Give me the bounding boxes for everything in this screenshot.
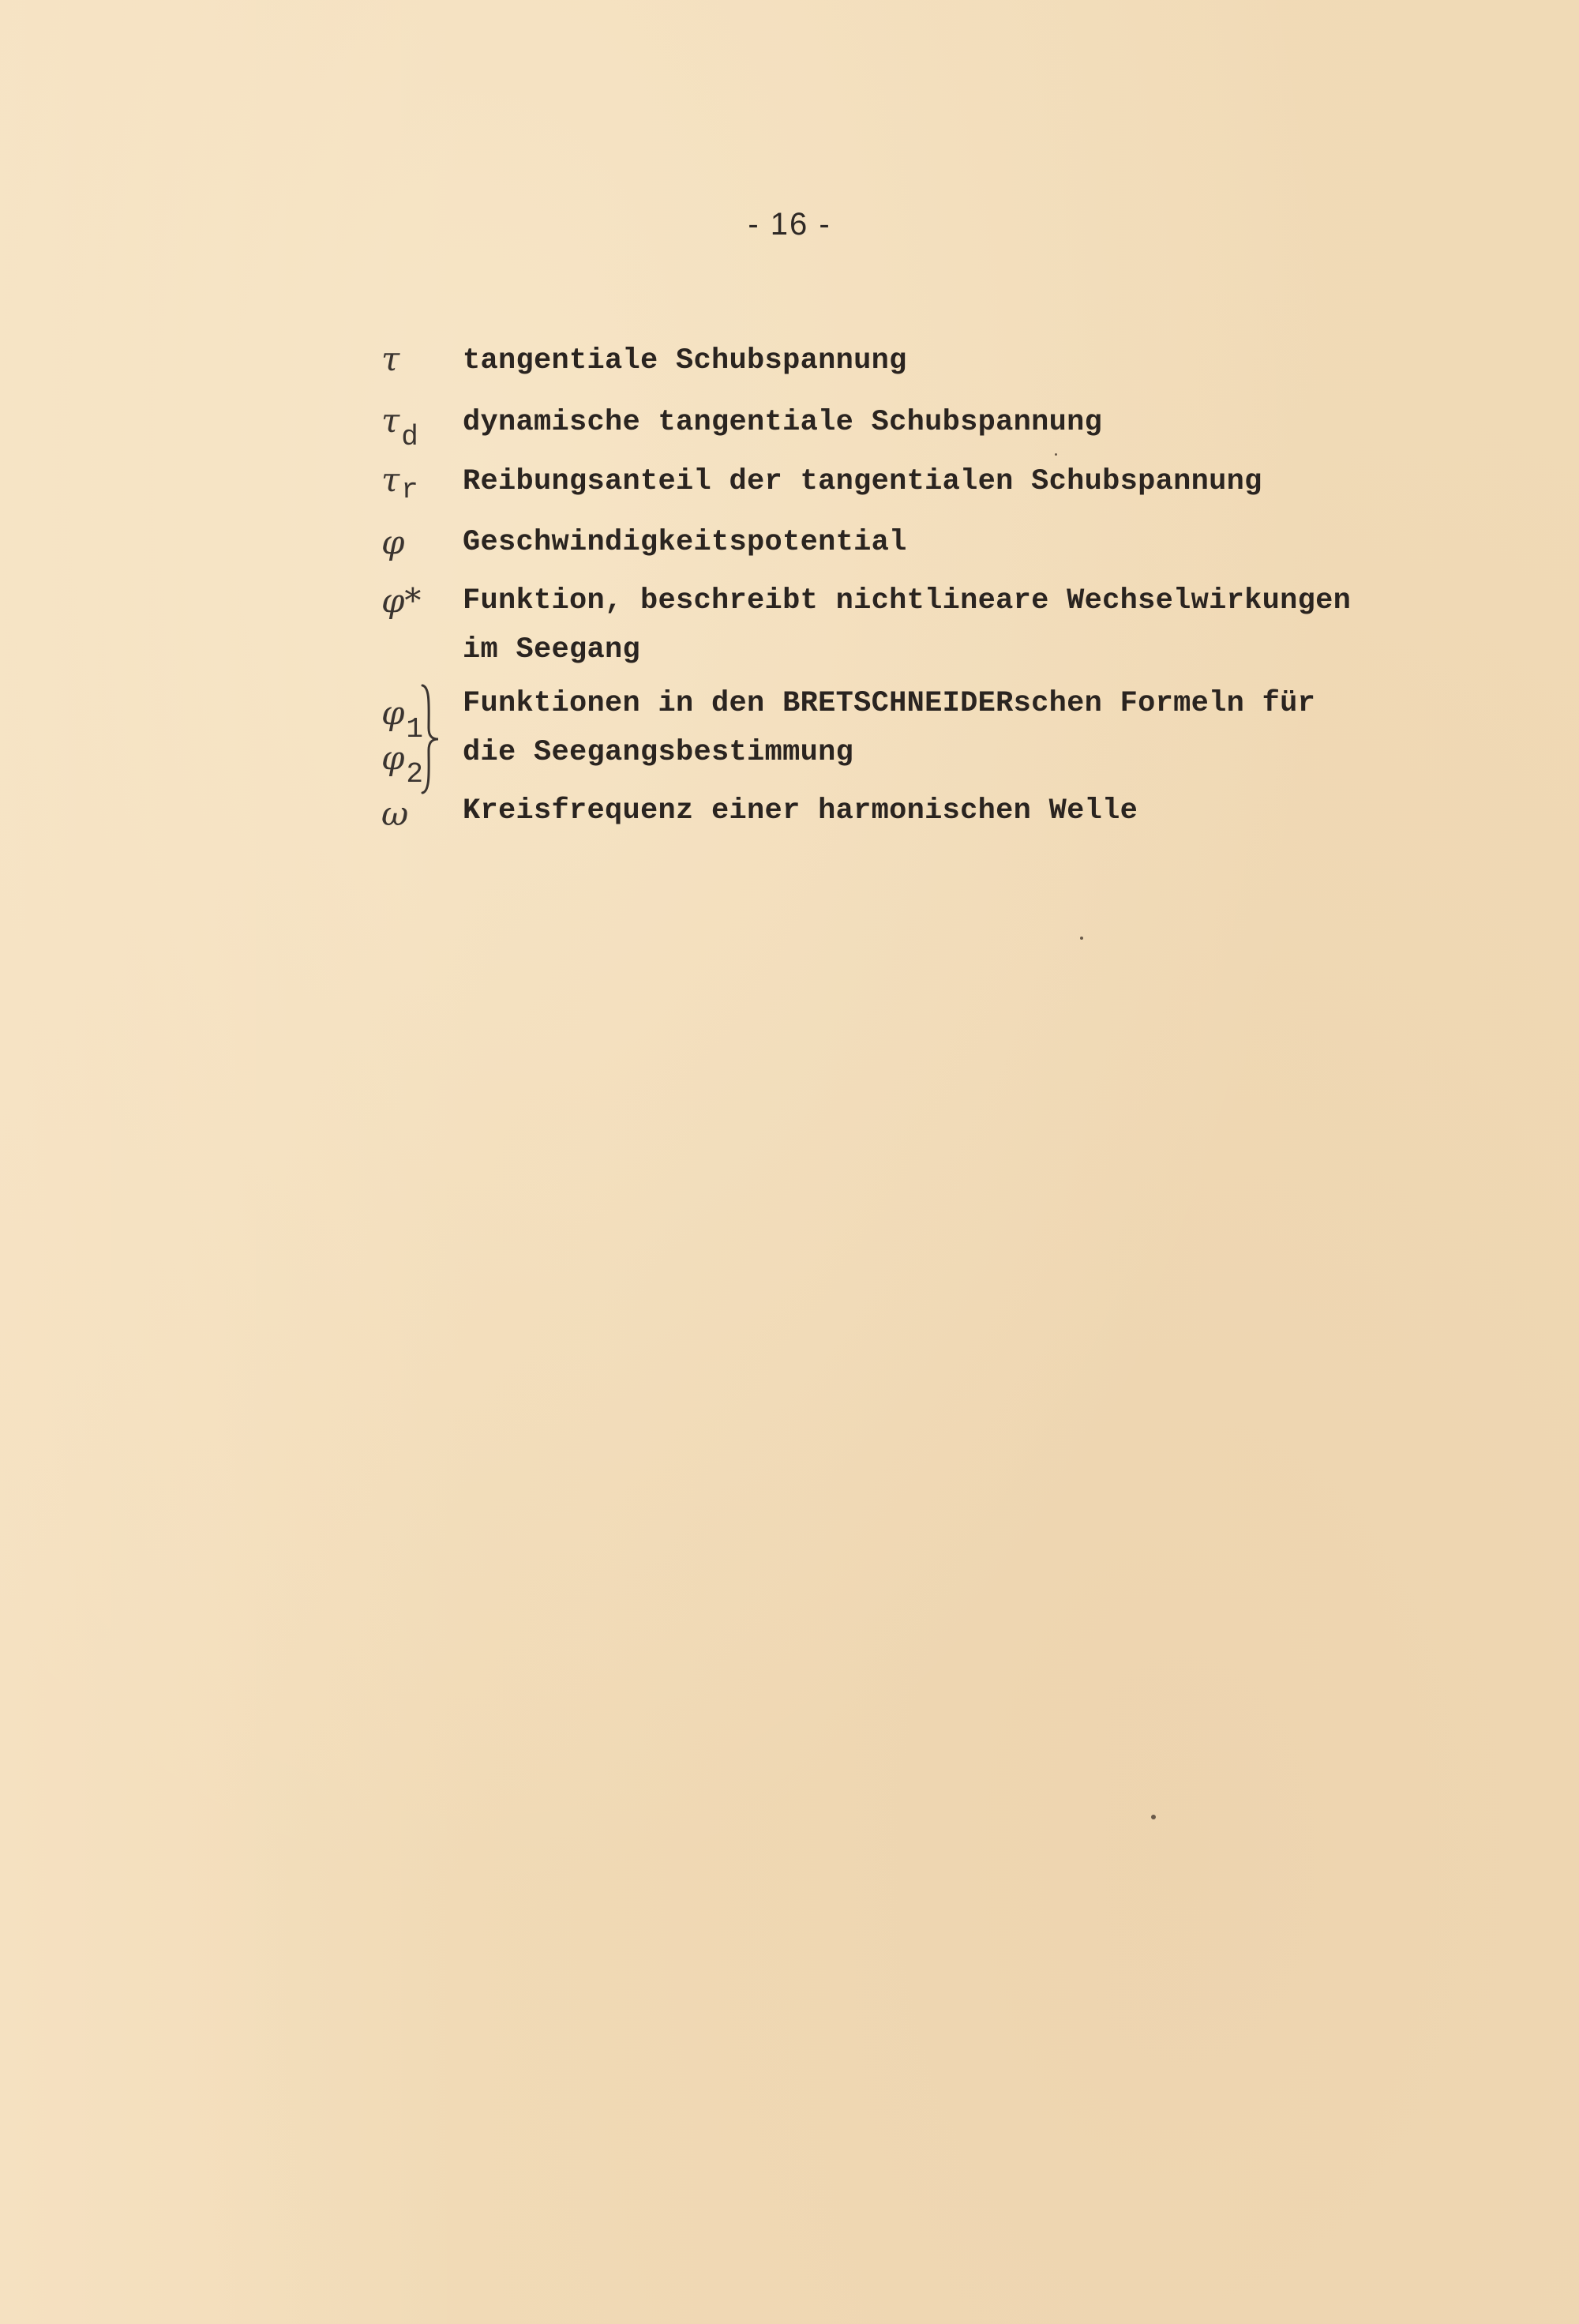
symbol-phi-2: φ2	[381, 738, 424, 790]
description: Funktionen in den BRETSCHNEIDERschen Formeln für	[463, 687, 1316, 720]
brace-icon	[419, 684, 440, 794]
description: dynamische tangentiale Schubspannung	[463, 406, 1103, 439]
paper-speck	[1151, 1815, 1156, 1819]
symbol-tau: τ	[381, 340, 400, 378]
symbol-tau-d: τd	[381, 401, 418, 453]
description: Kreisfrequenz einer harmonischen Welle	[463, 794, 1138, 828]
symbol-tau-r: τr	[381, 460, 418, 506]
paper-speck	[1055, 453, 1057, 456]
symbol-phi: φ	[381, 523, 405, 561]
description: tangentiale Schubspannung	[463, 344, 907, 377]
page-number: - 16 -	[748, 207, 831, 242]
description: Funktion, beschreibt nichtlineare Wechselwirkungen	[463, 584, 1352, 618]
symbol-omega: ω	[381, 794, 409, 833]
symbol-phi-1: φ1	[381, 693, 424, 745]
description: Reibungsanteil der tangentialen Schubspannung	[463, 465, 1262, 498]
description: die Seegangsbestimmung	[463, 736, 854, 769]
paper-speck	[1080, 937, 1083, 940]
description-continuation: im Seegang	[463, 633, 641, 666]
symbol-phi-star: φ*	[381, 581, 422, 620]
description: Geschwindigkeitspotential	[463, 526, 907, 559]
